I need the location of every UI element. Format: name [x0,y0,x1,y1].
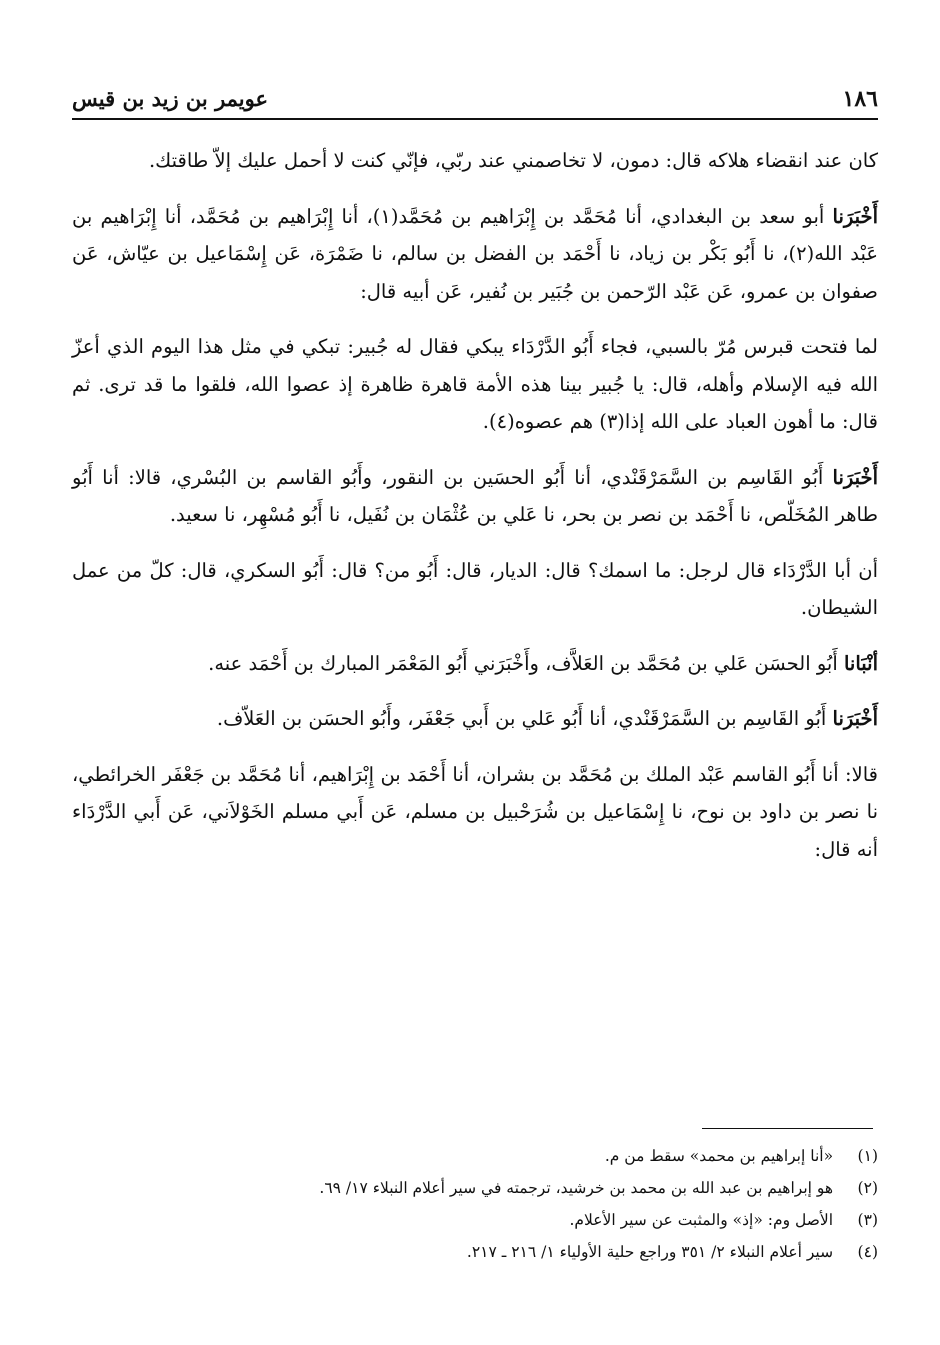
footnote-text: سير أعلام النبلاء ٢/ ٣٥١ وراجع حلية الأولياء ١/ ٢١٦ ـ ٢١٧. [466,1243,834,1261]
paragraph: كان عند انقضاء هلاكه قال: دمون، لا تخاصمني عند ربّي، فإنّي كنت لا أحمل عليك إلاّ طاقتك. [148,149,878,172]
footnote-text: هو إبراهيم بن عبد الله بن محمد بن خرشيد، ترجمته في سير أعلام النبلاء ١٧/ ٦٩. [319,1179,834,1197]
main-text [72,142,878,886]
footnote-number: (٢) [857,1179,878,1197]
transmission-keyword: أَخْبَرَنا [832,465,878,489]
paragraph-text: أبو سعد بن البغدادي، أنا مُحَمَّد بن إِبْرَاهيم بن مُحَمَّد(١)، أنا إِبْرَاهيم بن مُحَمَّد، أنا إِبْرَاهيم بن عَبْد الله(٢)، نا أَبُو بَكْر بن زياد، نا أَحْمَد بن الفضل بن سالم، نا ضَمْرَة، عَن إِسْمَاعيل بن عيّاش، عَن صفوان بن عمرو، عَن عَبْد الرّحمن بن جُبَير بن نُفير، عَن أبيه قال: [72,204,878,303]
transmission-keyword: أَخْبَرَنا [832,707,878,730]
paragraph-text: أَبُو الحسَن عَلي بن مُحَمَّد بن العَلاَّف، وأَخْبَرَني أَبُو المَعْمَر المبارك بن أَحْمَد عنه. [208,651,844,675]
page-number: ١٨٦ [842,86,878,112]
isnad-paragraph [72,700,878,738]
footnote-text: الأصل وم: «إذ» والمثبت عن سير الأعلام. [569,1211,834,1229]
transmission-keyword: أنْبَانا [843,651,878,675]
header-rule [72,118,878,120]
paragraph: قالا: أنا أَبُو القاسم عَبْد الملك بن مُحَمَّد بن بشران، أنا أَحْمَد بن إِبْرَاهيم، أنا مُحَمَّد بن جَعْفَر الخرائطي، نا نصر بن داود بن نوح، نا إِسْمَاعيل بن شُرَحْبيل بن مسلم، عَن أَبي مسلم الخَوْلاَني، عَن أَبي الدَّرْدَاء أنه قال: [72,762,878,861]
running-title: عويمر بن زيد بن قيس [72,86,269,111]
footnote [72,1172,878,1204]
footnote-text: «أنا إبراهيم بن محمد» سقط من م. [604,1147,834,1165]
isnad-paragraph [72,459,878,534]
paragraph: لما فتحت قبرس مُرّ بالسبي، فجاء أَبُو الدَّرْدَاء يبكي فقال له جُبير: تبكي في مثل هذا اليوم الذي أعزّ الله فيه الإسلام وأهله، قال: يا جُبير بينا هذه الأمة قاهرة ظاهرة إذ عصوا الله، فلقوا ما قد ترى. ثم قال: ما أهون العباد على الله إذا(٣) هم عصوه(٤). [72,335,878,433]
footnotes [72,1140,878,1268]
footnote-number: (١) [857,1147,878,1165]
paragraph: أن أبا الدَّرْدَاء قال لرجل: ما اسمك؟ قال: الديار، قال: أَبُو من؟ قال: أَبُو السكري، قال: كلّ من عمل الشيطان. [72,558,878,619]
paragraph-text: أَبُو القَاسِم بن السَّمَرْقَنْدي، أنا أَبُو الحسَين بن النقور، وأَبُو القاسم بن البُسْري، قالا: أنا أَبُو طاهر المُخَلّص، نا أَحْمَد بن نصر بن بحر، نا عَلي بن عُثْمَان بن نُفَيل، نا أَبُو مُسْهِر، نا سعيد. [72,465,878,526]
footnote [72,1236,878,1268]
footnote [72,1204,878,1236]
paragraph-text: أَبُو القَاسِم بن السَّمَرْقَنْدي، أنا أَبُو عَلي بن أَبي جَعْفَر، وأَبُو الحسَن بن العَلاّف. [216,707,833,730]
isnad-paragraph [72,198,878,311]
isnad-paragraph [72,645,878,683]
footnote-separator [702,1128,873,1129]
transmission-keyword: أَخْبَرَنا [832,204,879,228]
footnote-number: (٤) [857,1243,878,1261]
footnote [72,1140,878,1172]
footnote-number: (٣) [857,1211,878,1229]
page-header [72,82,878,118]
